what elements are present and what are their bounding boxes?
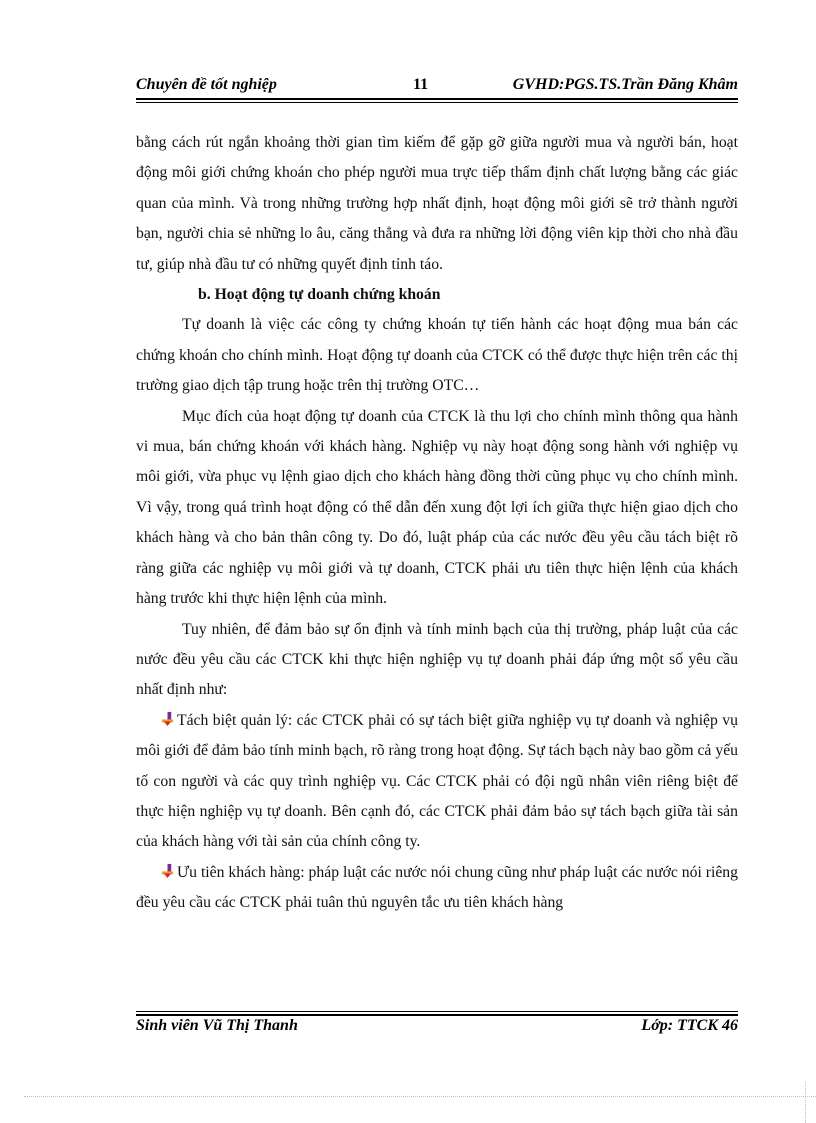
page-boundary-right <box>805 1082 806 1123</box>
footer-student-name: Sinh viên Vũ Thị Thanh <box>136 1017 298 1034</box>
paragraph-continuation: bằng cách rút ngắn khoảng thời gian tìm kiếm để gặp gỡ giữa người mua và người bán, hoạt động môi giới chứng khoán cho phép người mua trực tiếp thẩm định chất lượng bằng các giác quan của mình. Và trong những trường hợp nhất định, hoạt động môi giới sẽ trở thành người bạn, người chia sẻ những lo âu, căng thẳng và đưa ra những lời động viên kịp thời cho nhà đầu tư, giúp nhà đầu tư có những quyết định tỉnh táo. <box>136 134 738 273</box>
section-heading: b. Hoạt động tự doanh chứng khoán <box>198 286 441 304</box>
bullet-item-priority <box>136 858 738 919</box>
page-header <box>136 74 738 96</box>
arrow-bullet-icon <box>160 863 175 878</box>
page-boundary-bottom <box>24 1096 816 1097</box>
footer-class: Lớp: TTCK 46 <box>641 1017 738 1034</box>
paragraph-purpose: Mục đích của hoạt động tự doanh của CTCK là thu lợi cho chính mình thông qua hành vi mua, bán chứng khoán với khách hàng. Nghiệp vụ này hoạt động song hành với nghiệp vụ môi giới, vừa phục vụ lệnh giao dịch cho khách hàng đồng thời cũng phục vụ cho chính mình. Vì vậy, trong quá trình hoạt động có thể dẫn đến xung đột lợi ích giữa thực hiện giao dịch cho khách hàng và cho bản thân công ty. Do đó, luật pháp của các nước đều yêu cầu tách biệt rõ ràng giữa các nghiệp vụ môi giới và tự doanh, CTCK phải ưu tiên thực hiện lệnh của khách hàng trước khi thực hiện lệnh của mình. <box>136 407 738 608</box>
header-supervisor: GVHD:PGS.TS.Trần Đăng Khâm <box>512 76 738 93</box>
document-body <box>136 128 738 919</box>
bullet-text: Ưu tiên khách hàng: pháp luật các nước nói chung cũng như pháp luật các nước nói riêng đều yêu cầu các CTCK phải tuân thủ nguyên tắc ưu tiên khách hàng <box>136 863 738 912</box>
header-rule-thick <box>136 98 738 100</box>
footer-rule-thin <box>136 1011 738 1012</box>
paragraph-definition: Tự doanh là việc các công ty chứng khoán tự tiến hành các hoạt động mua bán các chứng khoán cho chính mình. Hoạt động tự doanh của CTCK có thể được thực hiện trên các thị trường giao dịch tập trung hoặc trên thị trường OTC… <box>136 316 738 395</box>
arrow-bullet-icon <box>160 711 175 726</box>
header-document-type: Chuyên đề tốt nghiệp <box>136 76 277 93</box>
header-rule-thin <box>136 102 738 103</box>
bullet-text: Tách biệt quản lý: các CTCK phải có sự tách biệt giữa nghiệp vụ tự doanh và nghiệp vụ môi giới để đảm bảo tính minh bạch, rõ ràng trong hoạt động. Sự tách bạch này bao gồm cả yếu tố con người và các quy trình nghiệp vụ. Các CTCK phải có đội ngũ nhân viên riêng biệt để thực hiện nghiệp vụ tự doanh. Bên cạnh đó, các CTCK phải đảm bảo sự tách bạch giữa tài sản của khách hàng với tài sản của chính công ty. <box>136 711 738 851</box>
page-footer <box>136 1016 738 1038</box>
header-page-number: 11 <box>413 76 429 93</box>
paragraph-requirements: Tuy nhiên, để đảm bảo sự ổn định và tính minh bạch của thị trường, pháp luật của các nước đều yêu cầu các CTCK khi thực hiện nghiệp vụ tự doanh phải đáp ứng một số yêu cầu nhất định như: <box>136 620 738 699</box>
bullet-item-separation <box>136 706 738 858</box>
